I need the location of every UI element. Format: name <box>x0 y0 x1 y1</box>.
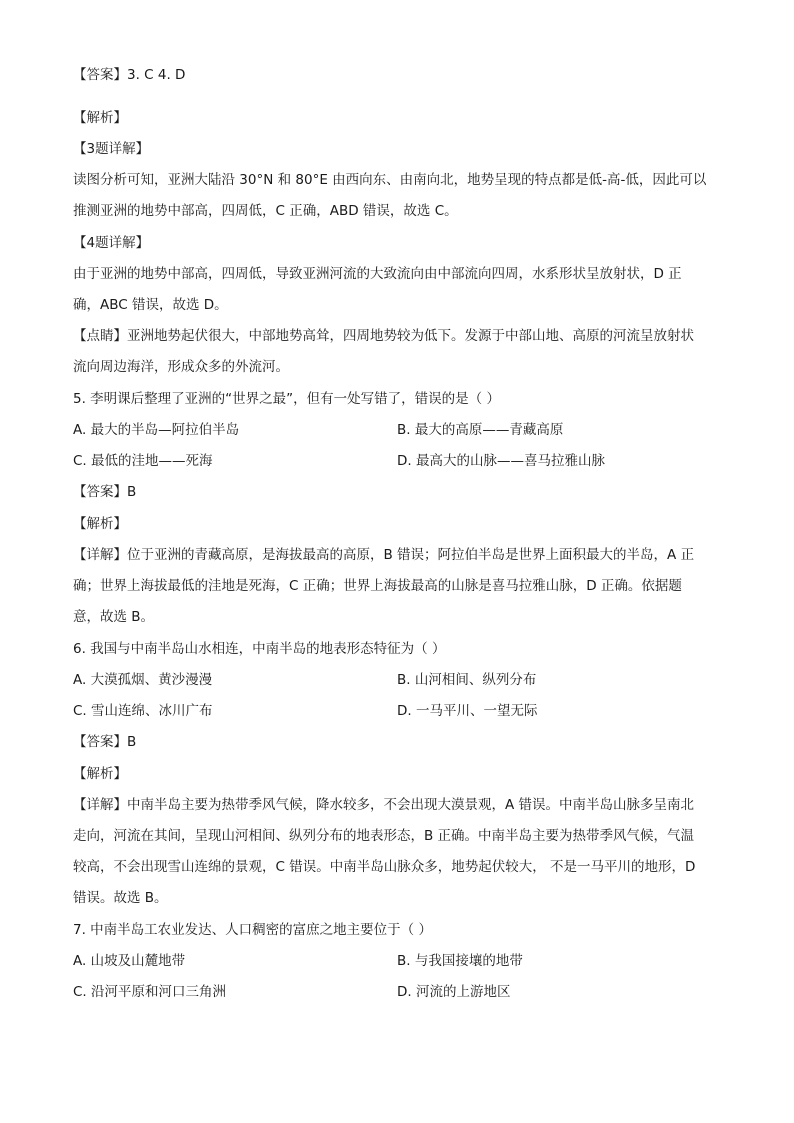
q4-detail-line-1: 由于亚洲的地势中部高，四周低，导致亚洲河流的大致流向由中部流向四周，水系形状呈放射状，D 正 <box>73 266 682 282</box>
q3-detail-header: 【3题详解】 <box>73 141 150 157</box>
q6-detail-line-3: 较高，不会出现雪山连绵的景观，C 错误。中南半岛山脉众多，地势起伏较大， 不是一马平川的地形，D <box>73 859 696 875</box>
q6-analysis-label: 【解析】 <box>73 766 127 782</box>
q6-option-b: B. 山河相间、纵列分布 <box>397 672 537 688</box>
q4-detail-header: 【4题详解】 <box>73 235 150 251</box>
q3-detail-line-1: 读图分析可知，亚洲大陆沿 30°N 和 80°E 由西向东、由南向北，地势呈现的特点都是低-高-低，因此可以 <box>73 172 707 188</box>
q6-stem: 6. 我国与中南半岛山水相连，中南半岛的地表形态特征为（ ） <box>73 641 446 657</box>
q5-option-d: D. 最高大的山脉——喜马拉雅山脉 <box>397 453 605 469</box>
q6-detail-line-4: 错误。故选 B。 <box>73 890 168 906</box>
q5-stem: 5. 李明课后整理了亚洲的“世界之最”，但有一处写错了，错误的是（ ） <box>73 391 500 407</box>
q3-detail-line-2: 推测亚洲的地势中部高，四周低，C 正确，ABD 错误，故选 C。 <box>73 203 458 219</box>
q6-option-a: A. 大漠孤烟、黄沙漫漫 <box>73 672 213 688</box>
q6-detail-line-2: 走向，河流在其间，呈现山河相间、纵列分布的地表形态，B 正确。中南半岛主要为热带季风气候，气温 <box>73 828 695 844</box>
q6-answer: 【答案】B <box>73 734 137 750</box>
analysis-label: 【解析】 <box>73 110 127 126</box>
dianjing-line-1: 【点睛】亚洲地势起伏很大，中部地势高耸，四周地势较为低下。发源于中部山地、高原的河流呈放射状 <box>73 328 694 344</box>
q6-option-c: C. 雪山连绵、冰川广布 <box>73 703 213 719</box>
q7-stem: 7. 中南半岛工农业发达、人口稠密的富庶之地主要位于（ ） <box>73 922 432 938</box>
q6-detail-line-1: 【详解】中南半岛主要为热带季风气候，降水较多，不会出现大漠景观，A 错误。中南半岛山脉多呈南北 <box>73 797 695 813</box>
q7-option-a: A. 山坡及山麓地带 <box>73 953 186 969</box>
q5-detail-line-3: 意，故选 B。 <box>73 609 155 625</box>
dianjing-line-2: 流向周边海洋，形成众多的外流河。 <box>73 359 289 375</box>
q5-option-a: A. 最大的半岛—阿拉伯半岛 <box>73 422 240 438</box>
answer-3-4: 【答案】3. C 4. D <box>73 67 186 83</box>
q5-option-b: B. 最大的高原——青藏高原 <box>397 422 564 438</box>
q7-option-d: D. 河流的上游地区 <box>397 984 511 1000</box>
q5-analysis-label: 【解析】 <box>73 516 127 532</box>
q5-detail-line-2: 确；世界上海拔最低的洼地是死海，C 正确；世界上海拔最高的山脉是喜马拉雅山脉，D 正确。依据题 <box>73 578 682 594</box>
q5-detail-line-1: 【详解】位于亚洲的青藏高原，是海拔最高的高原，B 错误；阿拉伯半岛是世界上面积最大的半岛，A 正 <box>73 547 695 563</box>
q7-option-c: C. 沿河平原和河口三角洲 <box>73 984 227 1000</box>
q5-option-c: C. 最低的洼地——死海 <box>73 453 213 469</box>
q4-detail-line-2: 确，ABC 错误，故选 D。 <box>73 297 228 313</box>
q6-option-d: D. 一马平川、一望无际 <box>397 703 538 719</box>
q7-option-b: B. 与我国接壤的地带 <box>397 953 523 969</box>
q5-answer: 【答案】B <box>73 484 137 500</box>
